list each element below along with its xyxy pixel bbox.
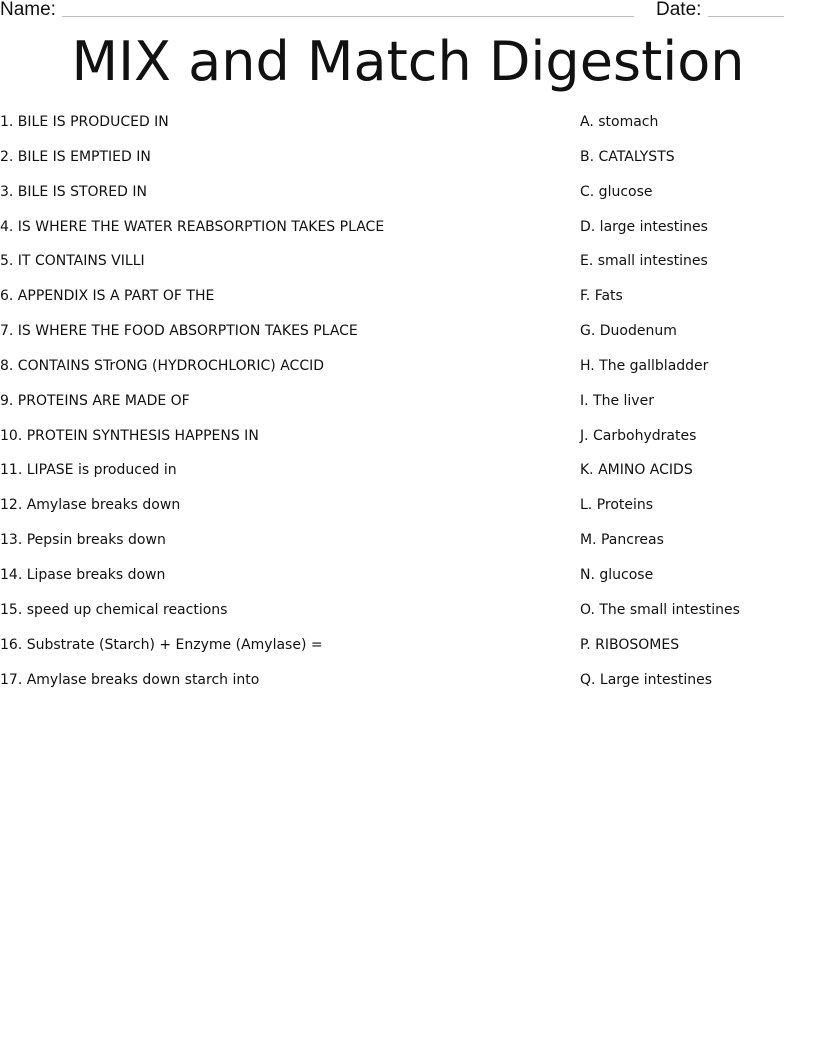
question-item: 12. Amylase breaks down [0,497,181,514]
question-item: 1. BILE IS PRODUCED IN [0,114,169,130]
answer-item: N. glucose [580,566,654,583]
answer-item: P. RIBOSOMES [580,636,680,653]
answer-item: Q. Large intestines [580,671,713,688]
answer-item: O. The small intestines [580,601,740,618]
question-item: 15. speed up chemical reactions [0,601,228,618]
answer-item: B. CATALYSTS [580,148,675,165]
question-item: 9. PROTEINS ARE MADE OF [0,392,190,409]
name-blank-line[interactable] [62,16,634,17]
question-item: 10. PROTEIN SYNTHESIS HAPPENS IN [0,427,259,444]
question-item: 6. APPENDIX IS A PART OF THE [0,288,215,305]
answer-item: M. Pancreas [580,532,664,549]
date-label: Date: [656,0,702,20]
question-item: 7. IS WHERE THE FOOD ABSORPTION TAKES PLACE [0,323,358,340]
date-blank-line[interactable] [708,16,784,17]
answer-item: G. Duodenum [580,323,677,340]
question-item: 8. CONTAINS STrONG (HYDROCHLORIC) ACCID [0,357,325,374]
question-item: 11. LIPASE is produced in [0,462,177,479]
answer-item: K. AMINO ACIDS [580,462,693,479]
question-item: 4. IS WHERE THE WATER REABSORPTION TAKES PLACE [0,218,385,235]
answer-item: C. glucose [580,183,653,200]
answer-item: H. The gallbladder [580,357,709,374]
answer-item: I. The liver [580,392,654,409]
questions-column [0,112,560,704]
answer-item: J. Carbohydrates [580,427,697,444]
worksheet-header [0,0,816,26]
answers-column [580,112,810,704]
name-label: Name: [0,0,56,20]
question-item: 5. IT CONTAINS VILLI [0,253,145,270]
answer-item: D. large intestines [580,218,708,235]
question-item: 16. Substrate (Starch) + Enzyme (Amylase) = [0,636,323,653]
question-item: 13. Pepsin breaks down [0,532,166,549]
answer-item: E. small intestines [580,253,708,270]
worksheet-title: MIX and Match Digestion [71,30,745,93]
answer-item: A. stomach [580,114,659,130]
question-item: 14. Lipase breaks down [0,566,166,583]
question-item: 3. BILE IS STORED IN [0,183,147,200]
answer-item: F. Fats [580,288,623,305]
answer-item: L. Proteins [580,497,654,514]
question-item: 2. BILE IS EMPTIED IN [0,148,151,165]
question-item: 17. Amylase breaks down starch into [0,671,260,688]
